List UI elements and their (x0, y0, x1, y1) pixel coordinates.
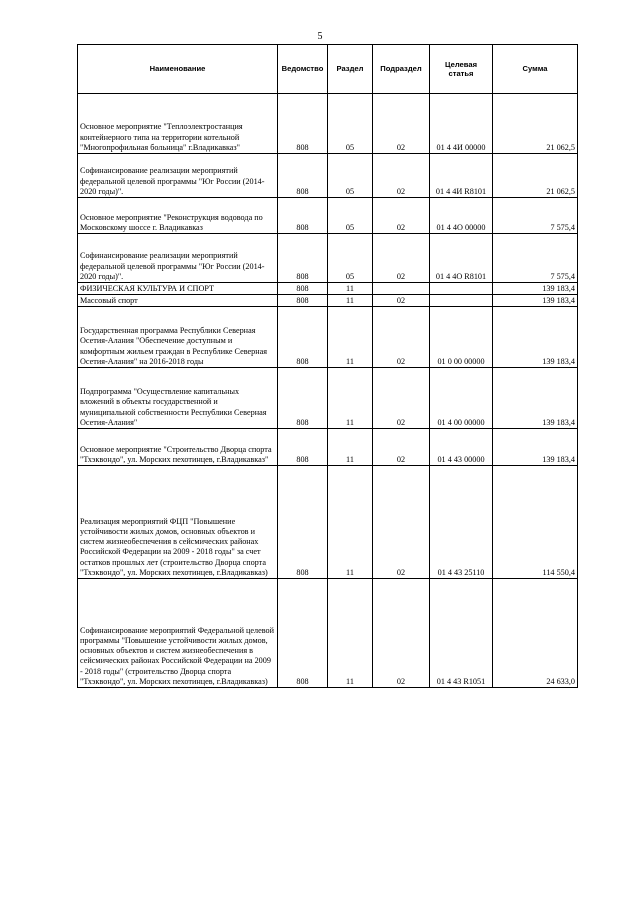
cell-section: 11 (328, 368, 373, 429)
table-row (78, 579, 578, 688)
cell-target-item: 01 4 4И 00000 (430, 94, 493, 154)
cell-target-item: 01 4 4О R8101 (430, 234, 493, 283)
page-number: 5 (317, 31, 323, 42)
cell-department: 808 (278, 466, 328, 579)
cell-department: 808 (278, 307, 328, 368)
cell-department: 808 (278, 295, 328, 307)
cell-section: 05 (328, 198, 373, 234)
table-row (78, 283, 578, 295)
cell-section: 11 (328, 466, 373, 579)
cell-target-item: 01 4 4О 00000 (430, 198, 493, 234)
cell-name: Массовый спорт (78, 295, 278, 307)
cell-section: 11 (328, 579, 373, 688)
table-row (78, 368, 578, 429)
cell-target-item: 01 0 00 00000 (430, 307, 493, 368)
cell-target-item: 01 4 00 00000 (430, 368, 493, 429)
cell-target-item: 01 4 43 00000 (430, 429, 493, 466)
cell-name: Реализация мероприятий ФЦП "Повышение устойчивости жилых домов, основных объектов и систем жизнеобеспечения в сейсмических районах Российской Федерации на 2009 - 2018 годы" за счет остатков прошлых лет (строительство Дворца спорта "Тхэквондо", ул. Морских пехотинцев, г.Владикавказ) (78, 466, 278, 579)
cell-sum: 7 575,4 (493, 234, 578, 283)
cell-name: Софинансирование мероприятий Федеральной целевой программы "Повышение устойчивости жилых домов, основных объектов и систем жизнеобеспечения в сейсмических районах Российской Федерации на 2009 - 2018 годы" (строительство Дворца спорта "Тхэквондо", ул. Морских пехотинцев, г.Владикавказ) (78, 579, 278, 688)
header-sum: Сумма (493, 45, 578, 94)
cell-sum: 114 550,4 (493, 466, 578, 579)
header-department: Ведомство (278, 45, 328, 94)
cell-subsection: 02 (373, 429, 430, 466)
header-row (78, 45, 578, 94)
cell-subsection: 02 (373, 154, 430, 198)
cell-name: Подпрограмма "Осуществление капитальных вложений в объекты государственной и муниципальной собственности Республики Северная Осетия-Алания" (78, 368, 278, 429)
cell-name: Основное мероприятие "Теплоэлектростанция контейнерного типа на территории котельной "Многопрофильная больница" г.Владикавказ" (78, 94, 278, 154)
cell-target-item: 01 4 4И R8101 (430, 154, 493, 198)
cell-department: 808 (278, 198, 328, 234)
cell-section: 05 (328, 94, 373, 154)
header-target-item: Целевая статья (430, 45, 493, 94)
cell-sum: 139 183,4 (493, 283, 578, 295)
cell-sum: 21 062,5 (493, 94, 578, 154)
cell-name: ФИЗИЧЕСКАЯ КУЛЬТУРА И СПОРТ (78, 283, 278, 295)
cell-section: 11 (328, 429, 373, 466)
cell-name: Софинансирование реализации мероприятий федеральной целевой программы "Юг России (2014-2020 годы)". (78, 154, 278, 198)
cell-subsection: 02 (373, 368, 430, 429)
cell-section: 11 (328, 283, 373, 295)
cell-name: Основное мероприятие "Строительство Дворца спорта "Тхэквондо", ул. Морских пехотинцев, г.Владикавказ" (78, 429, 278, 466)
header-section: Раздел (328, 45, 373, 94)
cell-department: 808 (278, 234, 328, 283)
cell-section: 05 (328, 154, 373, 198)
cell-department: 808 (278, 154, 328, 198)
cell-target-item: 01 4 43 R1051 (430, 579, 493, 688)
cell-department: 808 (278, 368, 328, 429)
cell-name: Софинансирование реализации мероприятий федеральной целевой программы "Юг России (2014-2020 годы)". (78, 234, 278, 283)
table-row (78, 94, 578, 154)
cell-target-item (430, 295, 493, 307)
cell-section: 11 (328, 307, 373, 368)
cell-department: 808 (278, 283, 328, 295)
cell-sum: 7 575,4 (493, 198, 578, 234)
cell-section: 11 (328, 295, 373, 307)
cell-subsection: 02 (373, 94, 430, 154)
cell-department: 808 (278, 429, 328, 466)
cell-sum: 24 633,0 (493, 579, 578, 688)
cell-name: Основное мероприятие "Реконструкция водовода по Московскому шоссе г. Владикавказ (78, 198, 278, 234)
table-row (78, 154, 578, 198)
header-name: Наименование (78, 45, 278, 94)
cell-sum: 21 062,5 (493, 154, 578, 198)
cell-subsection: 02 (373, 579, 430, 688)
cell-section: 05 (328, 234, 373, 283)
cell-sum: 139 183,4 (493, 307, 578, 368)
header-subsection: Подраздел (373, 45, 430, 94)
table-row (78, 295, 578, 307)
cell-subsection: 02 (373, 466, 430, 579)
cell-sum: 139 183,4 (493, 429, 578, 466)
cell-sum: 139 183,4 (493, 368, 578, 429)
cell-name: Государственная программа Республики Северная Осетия-Алания "Обеспечение доступным и комфортным жильем граждан в Республике Северная Осетия-Алания" на 2016-2018 годы (78, 307, 278, 368)
table-row (78, 234, 578, 283)
budget-table (77, 44, 578, 688)
cell-department: 808 (278, 579, 328, 688)
cell-sum: 139 183,4 (493, 295, 578, 307)
cell-target-item: 01 4 43 25110 (430, 466, 493, 579)
cell-department: 808 (278, 94, 328, 154)
table-row (78, 198, 578, 234)
table-row (78, 307, 578, 368)
cell-subsection: 02 (373, 198, 430, 234)
cell-target-item (430, 283, 493, 295)
cell-subsection: 02 (373, 307, 430, 368)
cell-subsection: 02 (373, 234, 430, 283)
table-row (78, 429, 578, 466)
table-row (78, 466, 578, 579)
cell-subsection: 02 (373, 295, 430, 307)
cell-subsection (373, 283, 430, 295)
